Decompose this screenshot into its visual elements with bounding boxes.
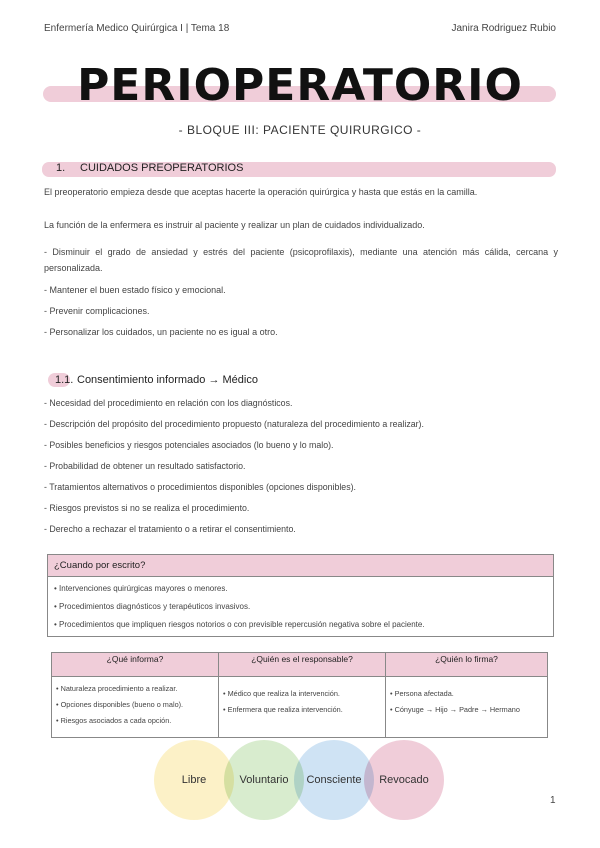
page-title: PERIOPERATORIO [77, 60, 523, 111]
circle-voluntario: Voluntario [224, 740, 304, 820]
circle-libre: Libre [154, 740, 234, 820]
consent-list [44, 396, 424, 543]
list-item: - Necesidad del procedimiento en relación con los diagnósticos. [44, 398, 293, 408]
list-item: - Posibles beneficios y riesgos potenciales asociados (lo bueno y lo malo). [44, 440, 334, 450]
list-item: - Descripción del propósito del procedimiento propuesto (naturaleza del procedimiento a realizar). [44, 419, 424, 429]
list-item: • Procedimientos diagnósticos y terapéuticos invasivos. [54, 602, 251, 611]
page-number: 1 [550, 795, 556, 806]
list-item: - Tratamientos alternativos o procedimientos disponibles (opciones disponibles). [44, 482, 356, 492]
header-left: Enfermería Medico Quirúrgica I | Tema 18 [44, 23, 230, 34]
cell-line: • Médico que realiza la intervención. [223, 689, 340, 698]
list-item: • Intervenciones quirúrgicas mayores o menores. [54, 584, 228, 593]
circle-consciente: Consciente [294, 740, 374, 820]
function-paragraph: La función de la enfermera es instruir al paciente y realizar un plan de cuidados individualizado. [44, 220, 425, 230]
header-right: Janira Rodriguez Rubio [451, 23, 556, 34]
subsection-title-text: Consentimiento informado → Médico [77, 374, 258, 386]
table-header: ¿Quién es el responsable? [219, 653, 386, 677]
bullet-physical: - Mantener el buen estado físico y emocional. [44, 285, 226, 295]
bullet-personalize: - Personalizar los cuidados, un paciente no es igual a otro. [44, 327, 278, 337]
list-item: • Procedimientos que impliquen riesgos notorios o con previsible repercusión negativa sobre el paciente. [54, 620, 425, 629]
cell-line: • Enfermera que realiza intervención. [223, 705, 343, 714]
section-number: 1. [56, 162, 66, 174]
intro-paragraph: El preoperatorio empieza desde que aceptas hacerte la operación quirúrgica y hasta que estás en la camilla. [44, 187, 478, 197]
list-item: - Riesgos previstos si no se realiza el procedimiento. [44, 503, 250, 513]
written-consent-heading: ¿Cuando por escrito? [48, 555, 553, 577]
circle-revocado: Revocado [364, 740, 444, 820]
table-cell [386, 677, 548, 738]
written-consent-box [47, 554, 554, 637]
bullet-complications: - Prevenir complicaciones. [44, 306, 150, 316]
table-header: ¿Qué informa? [52, 653, 219, 677]
subsection-number: 1.1. [55, 374, 74, 386]
list-item: - Probabilidad de obtener un resultado satisfactorio. [44, 461, 246, 471]
cell-line: • Opciones disponibles (bueno o malo). [56, 700, 184, 709]
cell-line: • Naturaleza procedimiento a realizar. [56, 684, 178, 693]
page-subtitle: - BLOQUE III: PACIENTE QUIRURGICO - [178, 123, 422, 137]
cell-line: • Persona afectada. [390, 689, 454, 698]
subsection-title [55, 374, 258, 386]
bullet-anxiety: - Disminuir el grado de ansiedad y estrés del paciente (psicoprofilaxis), mediante una atención más cálida, cercana y personalizada. [44, 247, 558, 273]
consent-table [51, 652, 548, 738]
cell-line: • Cónyuge → Hijo → Padre → Hermano [390, 705, 520, 714]
section-title [56, 162, 243, 174]
table-header: ¿Quién lo firma? [386, 653, 548, 677]
cell-line: • Riesgos asociados a cada opción. [56, 716, 172, 725]
section-title-text: CUIDADOS PREOPERATORIOS [80, 162, 244, 174]
list-item: - Derecho a rechazar el tratamiento o a retirar el consentimiento. [44, 524, 296, 534]
table-cell [219, 677, 386, 738]
table-cell [52, 677, 219, 738]
